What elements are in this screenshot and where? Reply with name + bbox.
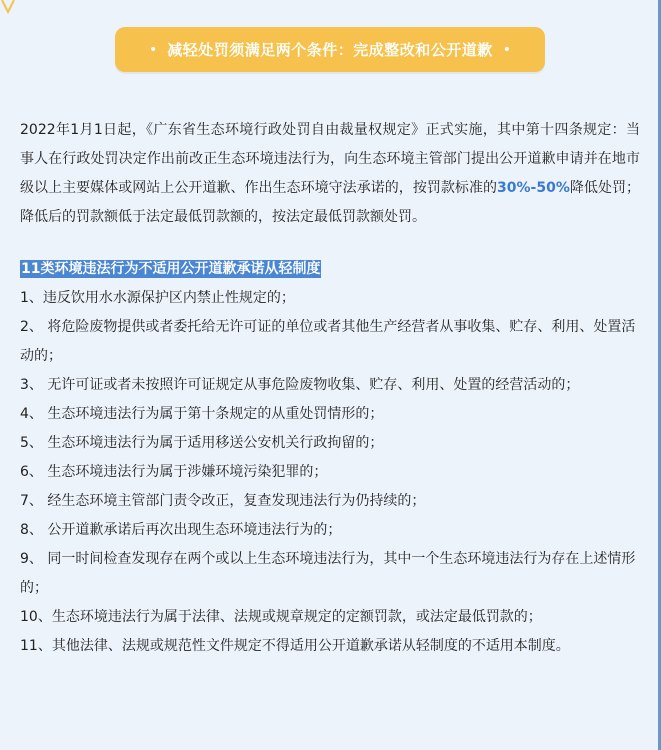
intro-text-after: 降低处罚；降低后的罚款额低于法定最低罚款额的，按法定最低罚款额处罚。 (20, 180, 641, 225)
exclusion-list (20, 284, 640, 661)
banner-dot-right: • (502, 41, 512, 58)
intro-highlight: 30%-50% (497, 180, 570, 196)
list-item: 3、 无许可证或者未按照许可证规定从事危险废物收集、贮存、利用、处置的经营活动的； (20, 377, 580, 393)
corner-decoration-icon (0, 0, 16, 16)
banner-dot-left: • (148, 41, 158, 58)
banner-title: 减轻处罚须满足两个条件：完成整改和公开道歉 (167, 41, 493, 59)
list-item: 2、 将危险废物提供或者委托给无许可证的单位或者其他生产经营者从事收集、贮存、利用、处置活动的； (20, 319, 636, 364)
list-item: 7、 经生态环境主管部门责令改正，复查发现违法行为仍持续的； (20, 493, 426, 509)
list-item: 9、 同一时间检查发现存在两个或以上生态环境违法行为，其中一个生态环境违法行为存在上述情形的； (20, 551, 636, 596)
section-heading: 11类环境违法行为不适用公开道歉承诺从轻制度 (21, 261, 321, 277)
intro-text-before: 2022年1月1日起，《广东省生态环境行政处罚自由裁量权规定》正式实施，其中第十四条规定：当事人在行政处罚决定作出前改正生态环境违法行为，向生态环境主管部门提出公开道歉申请并在地市级以上主要媒体或网站上公开道歉、作出生态环境守法承诺的，按罚款标准的 (20, 122, 640, 196)
list-item: 8、 公开道歉承诺后再次出现生态环境违法行为的； (20, 522, 342, 538)
section-heading-line (20, 255, 640, 284)
list-item: 1、违反饮用水水源保护区内禁止性规定的； (20, 290, 295, 306)
list-item: 4、 生态环境违法行为属于第十条规定的从重处罚情形的； (20, 406, 384, 422)
intro-paragraph (20, 116, 640, 232)
list-item: 10、生态环境违法行为属于法律、法规或规章规定的定额罚款，或法定最低罚款的； (20, 609, 542, 625)
list-item: 6、 生态环境违法行为属于涉嫌环境污染犯罪的； (20, 464, 328, 480)
list-item: 5、 生态环境违法行为属于适用移送公安机关行政拘留的； (20, 435, 384, 451)
section-banner (115, 27, 545, 72)
article-body (20, 116, 640, 661)
list-item: 11、其他法律、法规或规范性文件规定不得适用公开道歉承诺从轻制度的不适用本制度。 (20, 638, 570, 654)
